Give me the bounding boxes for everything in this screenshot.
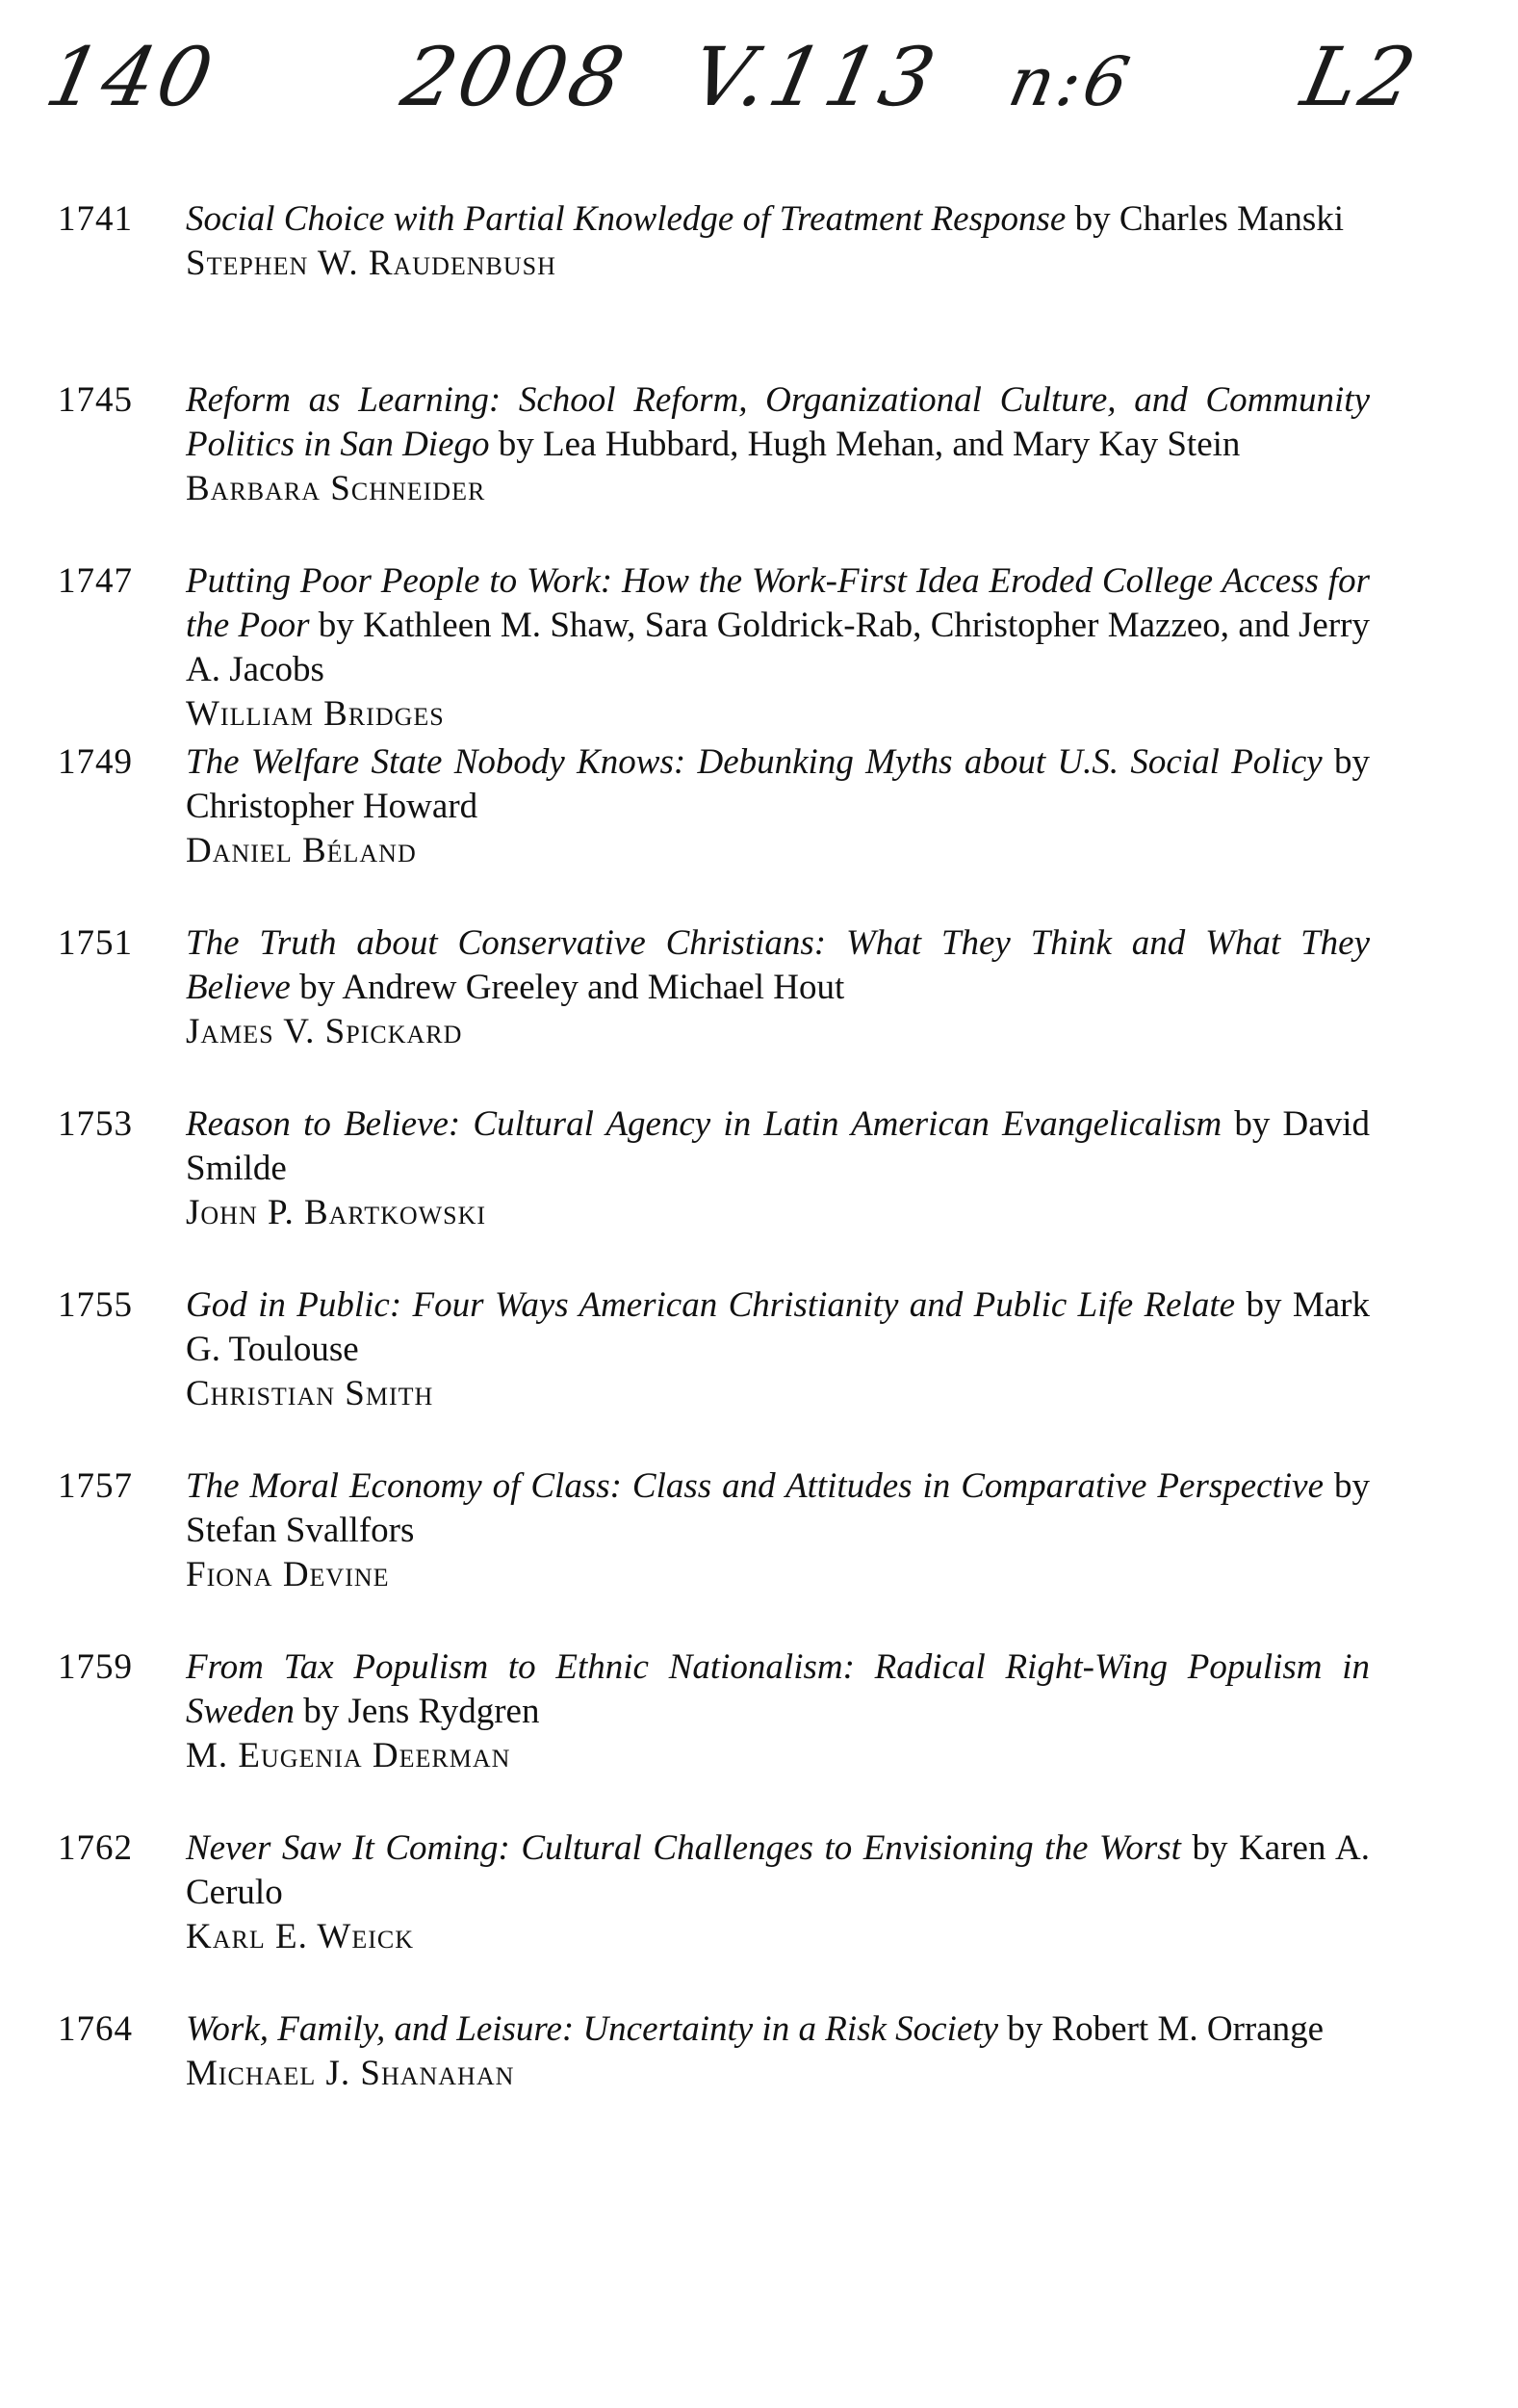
book-title: Reform as Learning: School Reform, Organizational Culture, and Community Politics in San Diego	[186, 380, 1370, 464]
review-entry	[58, 1102, 1370, 1283]
review-entry	[58, 2007, 1338, 2188]
entry-body	[186, 1464, 1370, 1597]
review-entry	[58, 559, 1370, 740]
review-entry	[58, 378, 1370, 559]
page-number: 1757	[58, 1466, 133, 1506]
book-authors: by Andrew Greeley and Michael Hout	[290, 968, 845, 1007]
book-authors: by Mark G. Toulouse	[186, 1285, 1370, 1369]
review-list	[58, 197, 1370, 2188]
book-title: Putting Poor People to Work: How the Work-First Idea Eroded College Access for the Poor	[186, 561, 1370, 645]
book-title: God in Public: Four Ways American Christianity and Public Life Relate	[186, 1285, 1236, 1325]
page-number: 1747	[58, 561, 133, 601]
page-number: 1759	[58, 1647, 133, 1687]
page-number: 1762	[58, 1828, 133, 1868]
entry-body	[186, 378, 1370, 511]
book-title: Work, Family, and Leisure: Uncertainty in a Risk Society	[186, 2009, 998, 2049]
book-title: The Welfare State Nobody Knows: Debunking Myths about U.S. Social Policy	[186, 742, 1323, 782]
book-authors: by Christopher Howard	[186, 742, 1370, 826]
handwritten-call-number: 140	[38, 30, 224, 124]
review-entry	[58, 1645, 1370, 1826]
page-number: 1741	[58, 199, 133, 239]
page-number: 1751	[58, 923, 133, 963]
book-title: The Truth about Conservative Christians: What They Think and What They Believe	[186, 923, 1370, 1007]
reviewer-name: Karl E. Weick	[186, 1917, 414, 1956]
reviewer-name: James V. Spickard	[186, 1012, 463, 1051]
review-entry	[58, 197, 1345, 378]
handwritten-issue: n:6	[1002, 42, 1140, 121]
page-number: 1745	[58, 380, 133, 420]
entry-body	[186, 1102, 1370, 1235]
reviewer-name: John P. Bartkowski	[186, 1193, 487, 1232]
review-entry	[58, 1283, 1370, 1464]
book-title: Social Choice with Partial Knowledge of Treatment Response	[186, 199, 1067, 239]
reviewer-name: Fiona Devine	[186, 1555, 390, 1594]
entry-body	[186, 2007, 1370, 2096]
entry-body	[186, 921, 1370, 1054]
book-authors: by Charles Manski	[1066, 199, 1345, 239]
book-authors: by Robert M. Orrange	[998, 2009, 1325, 2049]
page-number: 1753	[58, 1104, 133, 1144]
handwritten-volume: V.113	[682, 30, 947, 124]
reviewer-name: Stephen W. Raudenbush	[186, 244, 556, 283]
entry-body	[186, 1826, 1370, 1959]
book-authors: by David Smilde	[186, 1104, 1370, 1188]
reviewer-name: M. Eugenia Deerman	[186, 1736, 511, 1775]
book-title: The Moral Economy of Class: Class and Attitudes in Comparative Perspective	[186, 1466, 1325, 1506]
handwritten-year: 2008	[394, 30, 636, 124]
review-entry	[58, 921, 1370, 1102]
page-number: 1749	[58, 742, 133, 782]
page-number: 1755	[58, 1285, 133, 1325]
reviewer-name: William Bridges	[186, 694, 445, 734]
book-authors: by Karen A. Cerulo	[186, 1828, 1370, 1912]
handwritten-location: L2	[1294, 30, 1428, 124]
reviewer-name: Barbara Schneider	[186, 469, 486, 508]
reviewer-name: Michael J. Shanahan	[186, 2054, 515, 2093]
book-title: Never Saw It Coming: Cultural Challenges to Envisioning the Worst	[186, 1828, 1181, 1868]
review-entry	[58, 1826, 1370, 2007]
entry-body	[186, 197, 1370, 286]
book-title: Reason to Believe: Cultural Agency in Latin American Evangelicalism	[186, 1104, 1222, 1144]
book-title: From Tax Populism to Ethnic Nationalism: Radical Right-Wing Populism in Sweden	[186, 1647, 1370, 1731]
book-authors: by Stefan Svallfors	[186, 1466, 1370, 1550]
entry-body	[186, 740, 1370, 873]
reviewer-name: Christian Smith	[186, 1374, 434, 1413]
entry-body	[186, 1283, 1370, 1416]
reviewer-name: Daniel Béland	[186, 831, 417, 870]
book-authors: by Lea Hubbard, Hugh Mehan, and Mary Kay Stein	[489, 425, 1241, 464]
review-entry	[58, 740, 1370, 921]
book-authors: by Kathleen M. Shaw, Sara Goldrick-Rab, Christopher Mazzeo, and Jerry A. Jacobs	[186, 606, 1370, 689]
review-entry	[58, 1464, 1370, 1645]
entry-body	[186, 559, 1370, 737]
entry-body	[186, 1645, 1370, 1778]
handwritten-annotation	[0, 0, 1518, 173]
page-number: 1764	[58, 2009, 133, 2049]
book-authors: by Jens Rydgren	[295, 1692, 540, 1731]
